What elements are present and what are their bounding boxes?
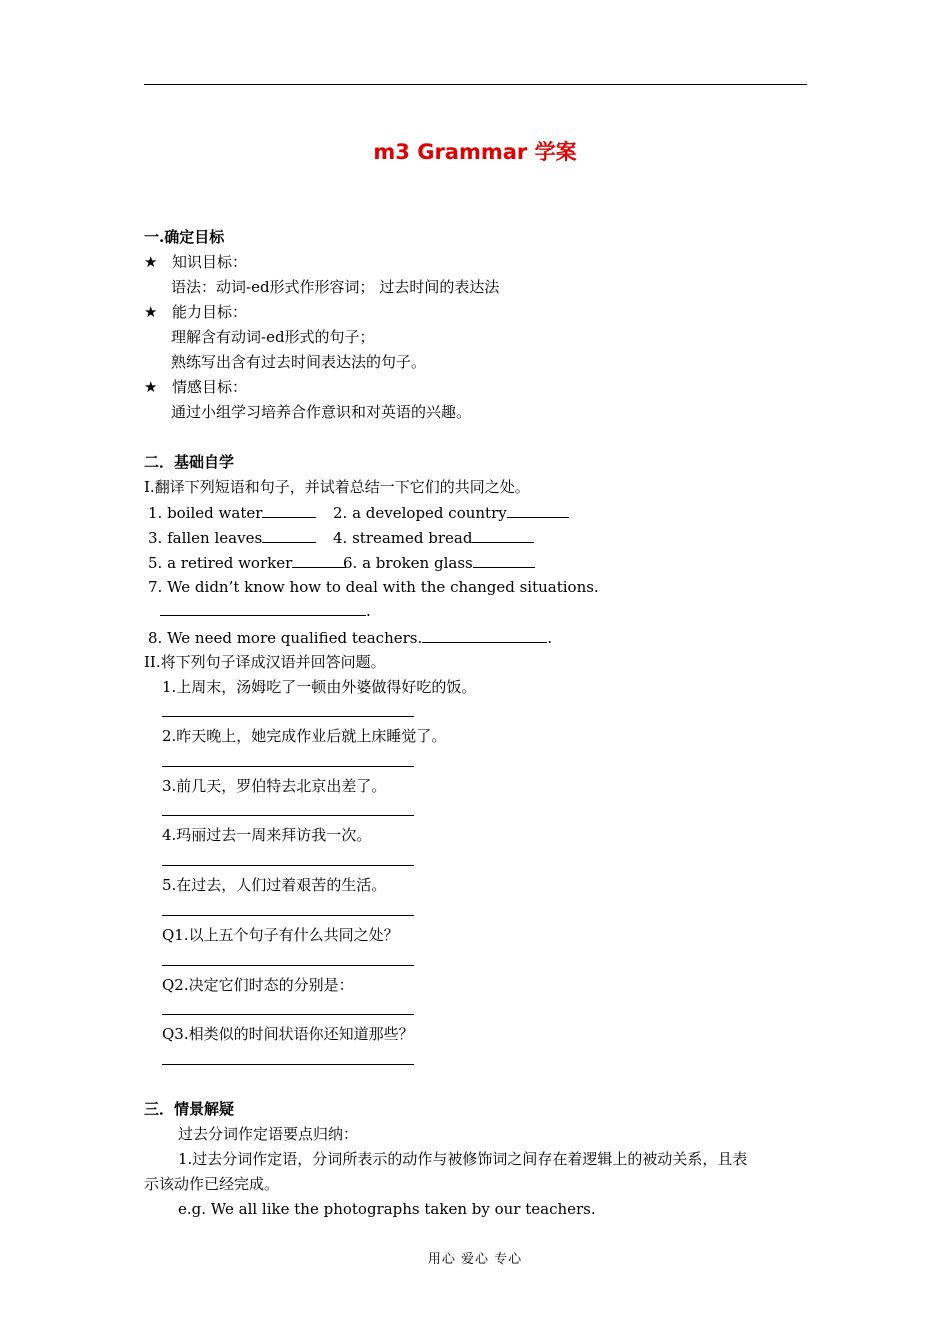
phrase-6: 6. a broken glass <box>343 554 473 572</box>
sentence-7: 7. We didn’t know how to deal with the changed situations. <box>148 578 599 596</box>
ability-text-2: 熟练写出含有过去时间表达法的句子。 <box>171 353 427 371</box>
part-2-intro: II.将下列句子译成汉语并回答问题。 <box>144 653 386 671</box>
list-item <box>148 627 552 648</box>
translate-sentence-3: 3.前几天，罗伯特去北京出差了。 <box>162 777 387 795</box>
period: . <box>366 602 371 620</box>
star-icon: ★ <box>144 378 158 396</box>
objective-ability <box>144 302 247 322</box>
rule-1-line-1: 1.过去分词作定语，分词所表示的动作与被修饰词之间存在着逻辑上的被动关系，且表 <box>178 1150 748 1168</box>
emotion-label: 情感目标： <box>172 378 248 396</box>
knowledge-label: 知识目标： <box>172 253 248 271</box>
answer-line[interactable] <box>162 1064 414 1065</box>
answer-line[interactable] <box>162 915 414 916</box>
summary-intro: 过去分词作定语要点归纳： <box>178 1125 359 1143</box>
example-sentence: e.g. We all like the photographs taken by our teachers. <box>178 1200 596 1218</box>
answer-blank[interactable] <box>262 527 316 543</box>
translate-sentence-4: 4.玛丽过去一周来拜访我一次。 <box>162 826 372 844</box>
answer-blank[interactable] <box>262 502 316 518</box>
list-item <box>148 527 316 548</box>
phrase-2: 2. a developed country <box>333 504 507 522</box>
page-footer: 用心 爱心 专心 <box>427 1252 523 1267</box>
answer-blank[interactable] <box>292 552 346 568</box>
part-1-intro: I.翻译下列短语和句子，并试着总结一下它们的共同之处。 <box>144 478 530 496</box>
ability-text-1: 理解含有动词-ed形式的句子； <box>171 328 375 346</box>
section-3-heading: 三．情景解疑 <box>144 1100 235 1118</box>
list-item <box>333 502 569 523</box>
knowledge-text: 语法：动词-ed形式作形容词； 过去时间的表达法 <box>171 278 500 296</box>
answer-line[interactable] <box>162 815 414 816</box>
answer-line[interactable] <box>162 865 414 866</box>
list-item <box>343 552 535 573</box>
answer-line[interactable] <box>162 716 414 717</box>
phrase-4: 4. streamed bread <box>333 529 473 547</box>
translate-sentence-2: 2.昨天晚上，她完成作业后就上床睡觉了。 <box>162 727 447 745</box>
page-title: m3 Grammar 学案 <box>373 140 577 164</box>
section-2-heading: 二．基础自学 <box>144 453 235 471</box>
phrase-3: 3. fallen leaves <box>148 529 263 547</box>
question-2: Q2.决定它们时态的分别是： <box>162 976 354 994</box>
phrase-5: 5. a retired worker <box>148 554 293 572</box>
answer-blank[interactable] <box>507 502 569 518</box>
translate-sentence-5: 5.在过去，人们过着艰苦的生活。 <box>162 876 387 894</box>
answer-blank[interactable] <box>422 627 547 643</box>
period: . <box>547 629 553 647</box>
objective-emotion <box>144 377 247 397</box>
rule-1-line-2: 示该动作已经完成。 <box>144 1175 280 1193</box>
ability-label: 能力目标： <box>172 303 248 321</box>
answer-blank[interactable] <box>473 552 535 568</box>
answer-blank[interactable] <box>160 600 366 616</box>
answer-line[interactable] <box>162 1014 414 1015</box>
question-3: Q3.相类似的时间状语你还知道那些？ <box>162 1025 414 1043</box>
sentence-8: 8. We need more qualified teachers. <box>148 629 423 647</box>
list-item <box>148 502 316 523</box>
translate-sentence-1: 1.上周末，汤姆吃了一顿由外婆做得好吃的饭。 <box>162 678 477 696</box>
list-item <box>333 527 534 548</box>
star-icon: ★ <box>144 303 158 321</box>
answer-line[interactable] <box>162 965 414 966</box>
list-item <box>160 600 371 621</box>
answer-line[interactable] <box>162 766 414 767</box>
header-rule <box>144 84 807 85</box>
star-icon: ★ <box>144 253 158 271</box>
emotion-text: 通过小组学习培养合作意识和对英语的兴趣。 <box>171 403 472 421</box>
question-1: Q1.以上五个句子有什么共同之处？ <box>162 926 399 944</box>
list-item <box>148 552 346 573</box>
objective-knowledge <box>144 252 247 272</box>
section-1-heading: 一.确定目标 <box>144 228 225 246</box>
answer-blank[interactable] <box>472 527 534 543</box>
phrase-1: 1. boiled water <box>148 504 263 522</box>
